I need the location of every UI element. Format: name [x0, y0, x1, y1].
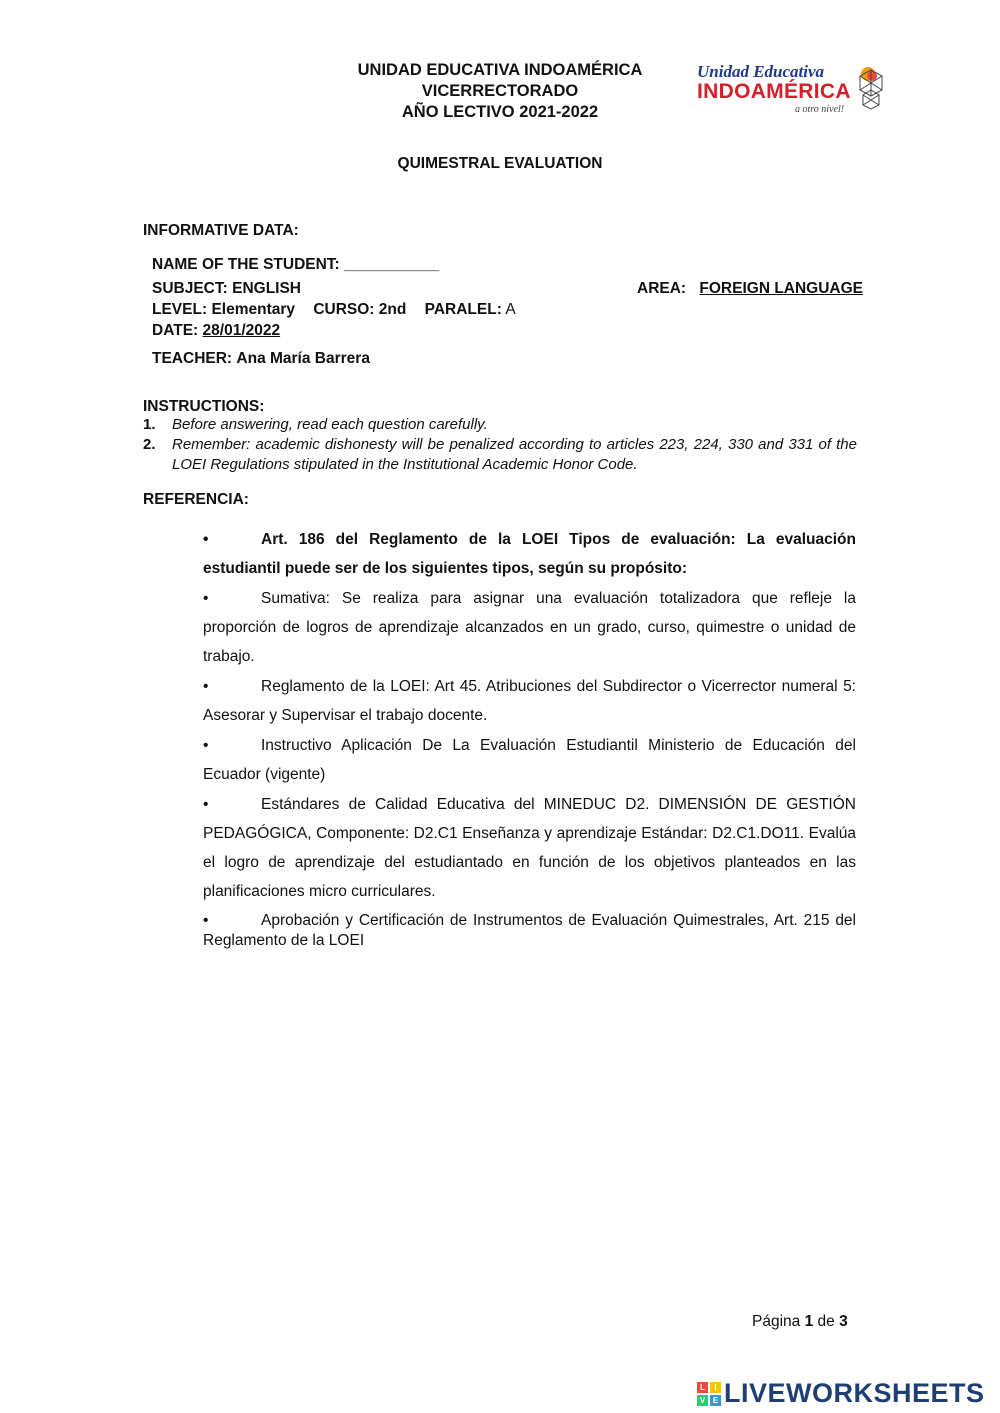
logo-tagline: a otro nivel! — [795, 104, 845, 115]
page-current: 1 — [804, 1313, 814, 1330]
watermark-text: LIVEWORKSHEETS — [724, 1378, 985, 1408]
instruction-item — [143, 435, 857, 475]
reference-item — [203, 731, 856, 789]
bullet-icon: • — [203, 531, 209, 548]
subject-label: SUBJECT: — [152, 280, 228, 297]
referencia-heading: REFERENCIA: — [143, 491, 249, 508]
instruction-item — [143, 415, 857, 435]
curso-label: CURSO: — [313, 301, 375, 318]
student-name-label: NAME OF THE STUDENT: — [152, 256, 340, 273]
level-row — [152, 301, 516, 319]
date-value: 28/01/2022 — [202, 322, 281, 339]
paralel-label: PARALEL: — [424, 301, 502, 318]
logo-line2: INDOAMÉRICA — [697, 80, 851, 103]
area-value: FOREIGN LANGUAGE — [699, 280, 864, 297]
reference-text: Art. 186 del Reglamento de la LOEI Tipos de evaluación: La evaluación estudiantil puede ser de los siguientes tipos, según su propósito: — [203, 531, 856, 577]
page-word: Página — [752, 1313, 801, 1330]
instruction-number: 1. — [143, 416, 156, 433]
page-of: de — [817, 1313, 835, 1330]
date-row — [152, 322, 280, 340]
logo-line1: Unidad Educativa — [697, 62, 825, 81]
student-name-blank[interactable]: ___________ — [344, 256, 439, 273]
vicerrectorado-label: VICERRECTORADO — [421, 82, 579, 100]
subject-row — [152, 280, 301, 298]
teacher-value: Ana María Barrera — [236, 350, 370, 367]
bullet-icon: • — [203, 737, 209, 754]
instruction-number: 2. — [143, 436, 156, 453]
reference-item — [203, 911, 856, 951]
instruction-text: Remember: academic dishonesty will be penalized according to articles 223, 224, 330 and 331 of the LOEI Regulations stipulated in the Institutional Academic Honor Code. — [172, 436, 857, 473]
liveworksheets-watermark — [697, 1378, 997, 1410]
badge-letter: V — [697, 1395, 708, 1406]
student-name-row — [152, 256, 439, 274]
date-label: DATE: — [152, 322, 199, 339]
page-total: 3 — [839, 1313, 848, 1330]
badge-letter: E — [710, 1395, 721, 1406]
reference-text: Instructivo Aplicación De La Evaluación Estudiantil Ministerio de Educación del Ecuador (vigente) — [203, 737, 856, 783]
reference-item — [203, 525, 856, 583]
bullet-icon: • — [203, 912, 209, 929]
curso-value: 2nd — [378, 301, 407, 318]
evaluation-title: QUIMESTRAL EVALUATION — [397, 155, 603, 172]
reference-item — [203, 672, 856, 730]
instruction-text: Before answering, read each question carefully. — [172, 416, 488, 433]
subject-value: ENGLISH — [232, 280, 302, 297]
reference-text: Aprobación y Certificación de Instrumentos de Evaluación Quimestrales, Art. 215 del Reglamento de la LOEI — [203, 912, 856, 949]
bullet-icon: • — [203, 678, 209, 695]
level-label: LEVEL: — [152, 301, 208, 318]
teacher-label: TEACHER: — [152, 350, 233, 367]
paralel-value: A — [505, 301, 516, 318]
logo-cube-icon — [857, 64, 885, 110]
badge-letter: L — [697, 1382, 708, 1393]
school-year: AÑO LECTIVO 2021-2022 — [401, 103, 599, 121]
liveworksheets-badge-icon — [697, 1382, 721, 1406]
area-row — [637, 280, 863, 298]
bullet-icon: • — [203, 796, 209, 813]
teacher-row — [152, 350, 370, 368]
informative-heading: INFORMATIVE DATA: — [143, 222, 299, 239]
school-logo — [697, 60, 892, 120]
area-label: AREA: — [637, 280, 687, 297]
level-value: Elementary — [211, 301, 296, 318]
school-name: UNIDAD EDUCATIVA INDOAMÉRICA — [357, 61, 643, 79]
reference-text: Reglamento de la LOEI: Art 45. Atribuciones del Subdirector o Vicerrector numeral 5: Asesorar y Supervisar el trabajo docente. — [203, 678, 856, 724]
badge-letter: I — [710, 1382, 721, 1393]
reference-text: Sumativa: Se realiza para asignar una evaluación totalizadora que refleje la proporción de logros de aprendizaje alcanzados en un grado, curso, quimestre o unidad de trabajo. — [203, 590, 856, 665]
instructions-heading: INSTRUCTIONS: — [143, 398, 265, 415]
bullet-icon: • — [203, 590, 209, 607]
reference-text: Estándares de Calidad Educativa del MINEDUC D2. DIMENSIÓN DE GESTIÓN PEDAGÓGICA, Componente: D2.C1 Enseñanza y aprendizaje Estándar: D2.C1.DO11. Evalúa el logro de aprendizaje del estudiantado en función de los objetivos planteados en las planificaciones micro curriculares. — [203, 796, 856, 900]
reference-item — [203, 790, 856, 906]
reference-item — [203, 584, 856, 671]
page-number — [752, 1313, 848, 1331]
